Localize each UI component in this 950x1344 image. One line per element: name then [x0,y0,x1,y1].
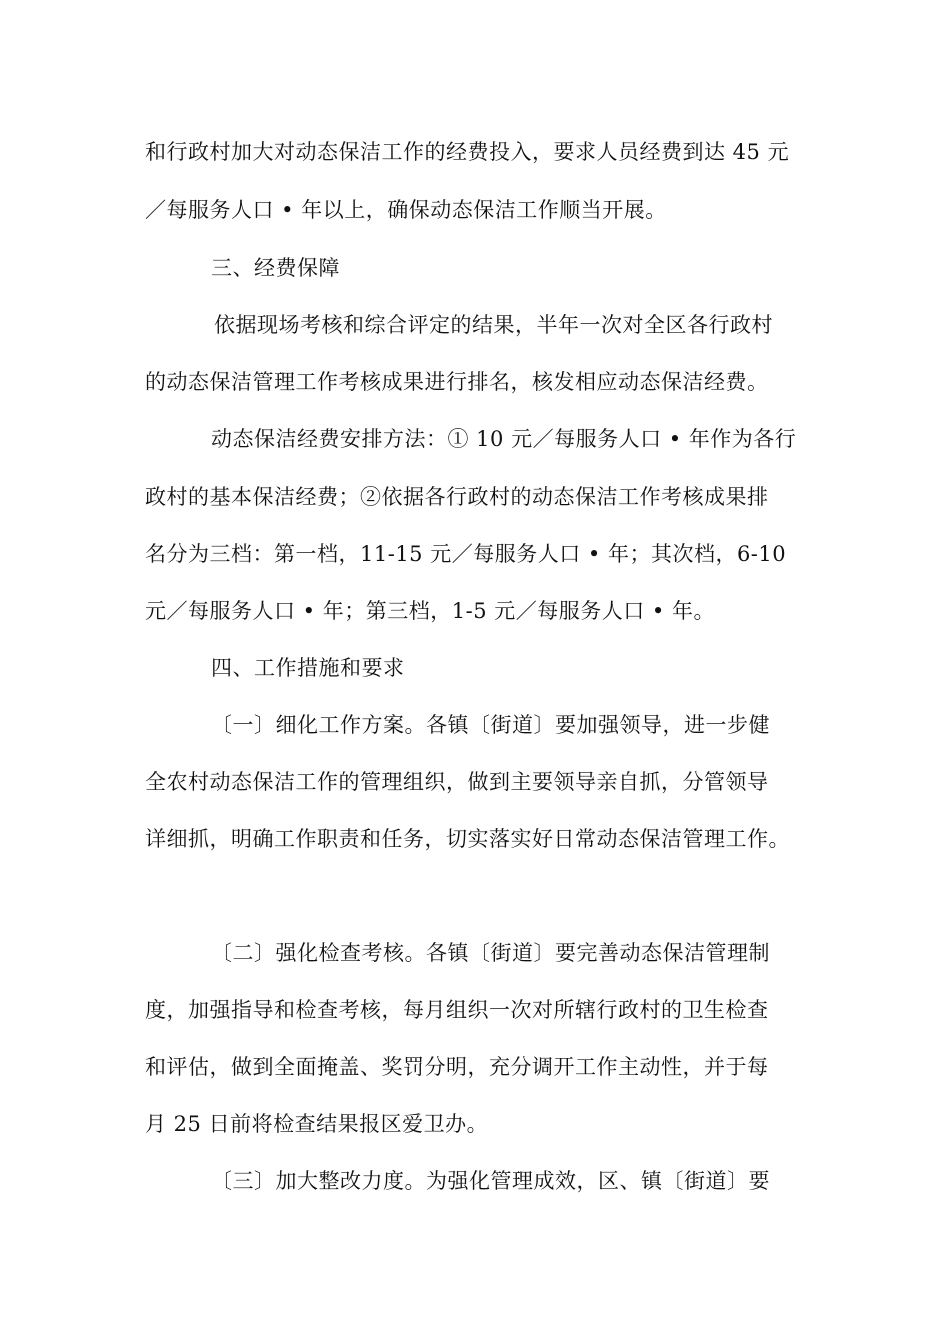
text-line: 依据现场考核和综合评定的结果，半年一次对全区各行政村 [214,313,773,337]
text-line: 度，加强指导和检查考核，每月组织一次对所辖行政村的卫生检查 [145,998,769,1022]
section-heading: 三、经费保障 [211,256,340,280]
text-line: 全农村动态保洁工作的管理组织，做到主要领导亲自抓，分管领导 [145,770,769,794]
text-line: 政村的基本保洁经费；②依据各行政村的动态保洁工作考核成果排 [145,485,769,509]
text-line: 元／每服务人口 • 年；第三档，1-5 元／每服务人口 • 年。 [145,599,715,623]
text-line: ／每服务人口 • 年以上，确保动态保洁工作顺当开展。 [145,198,667,222]
text-line: 和行政村加大对动态保洁工作的经费投入，要求人员经费到达 45 元 [145,140,790,164]
text-line: 的动态保洁管理工作考核成果进行排名，核发相应动态保洁经费。 [145,370,769,394]
text-line: 〔一〕细化工作方案。各镇〔街道〕要加强领导，进一步健 [211,713,770,737]
text-line: 名分为三档：第一档，11-15 元／每服务人口 • 年；其次档，6-10 [145,542,787,566]
text-line: 和评估，做到全面掩盖、奖罚分明，充分调开工作主动性，并于每 [145,1055,769,1079]
text-line: 动态保洁经费安排方法：① 10 元／每服务人口 • 年作为各行 [211,427,797,451]
text-line: 〔二〕强化检查考核。各镇〔街道〕要完善动态保洁管理制 [211,941,770,965]
section-heading: 四、工作措施和要求 [211,656,405,680]
text-line: 详细抓，明确工作职责和任务，切实落实好日常动态保洁管理工作。 [145,827,790,851]
text-line: 月 25 日前将检查结果报区爱卫办。 [145,1112,489,1136]
text-line: 〔三〕加大整改力度。为强化管理成效，区、镇〔街道〕要 [211,1169,770,1193]
